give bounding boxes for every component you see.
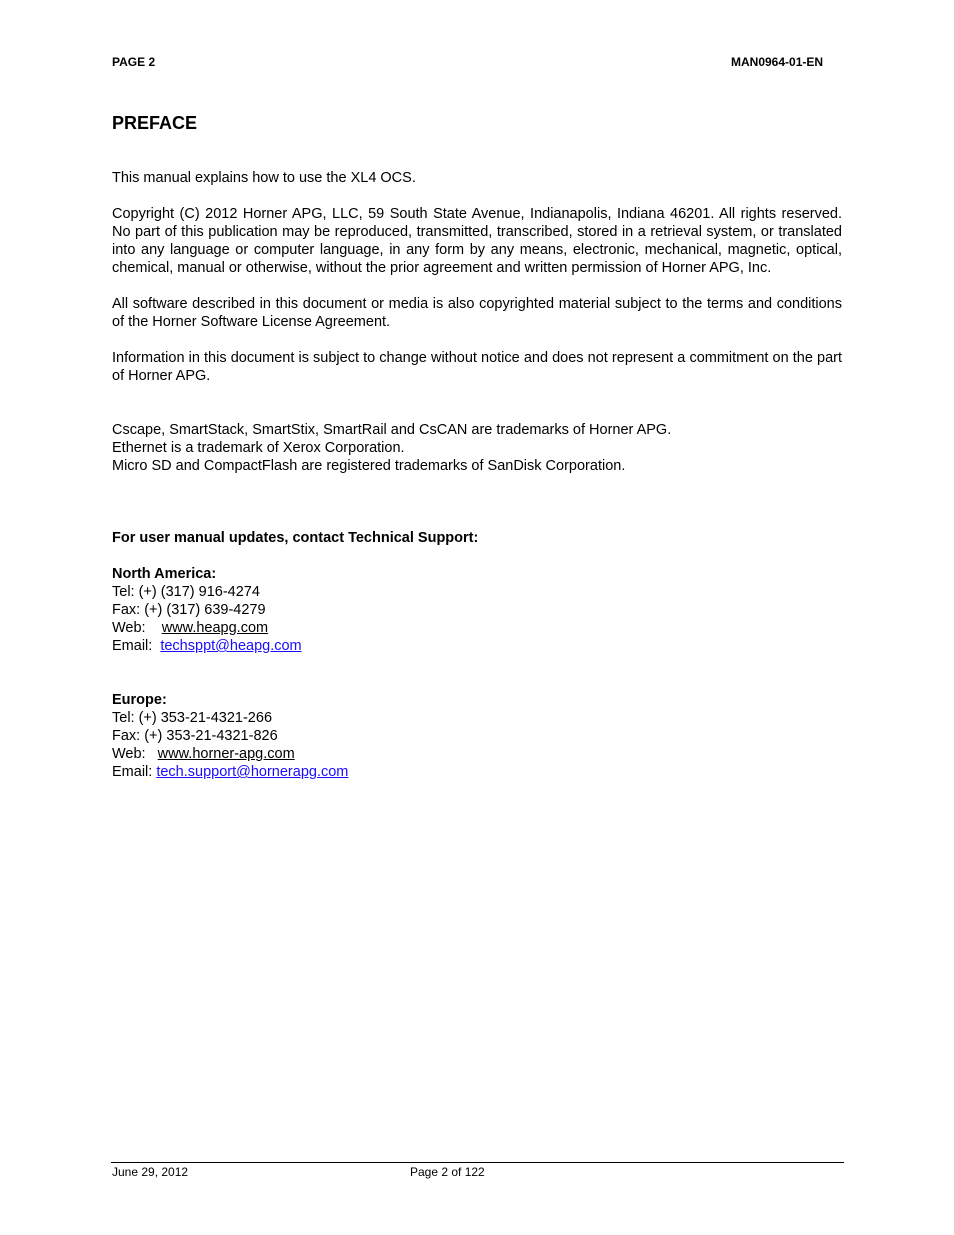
north-america-heading: North America: (112, 566, 217, 582)
footer-page-count: Page 2 of 122 (410, 1165, 485, 1179)
trademark-line: Cscape, SmartStack, SmartStix, SmartRail and CsCAN are trademarks of Horner APG. (112, 422, 672, 438)
north-america-contact (112, 565, 842, 655)
europe-heading: Europe: (112, 692, 167, 708)
header-page-number: PAGE 2 (112, 55, 156, 69)
north-america-fax: Fax: (+) (317) 639-4279 (112, 602, 266, 618)
trademark-line: Ethernet is a trademark of Xerox Corporation. (112, 440, 405, 456)
email-label: Email: (112, 764, 157, 780)
header-document-id: MAN0964-01-EN (731, 55, 824, 69)
trademark-line: Micro SD and CompactFlash are registered trademarks of SanDisk Corporation. (112, 458, 626, 474)
europe-web-link[interactable]: www.horner-apg.com (157, 746, 295, 762)
footer-divider (111, 1162, 844, 1163)
north-america-web-row (112, 619, 842, 637)
support-heading: For user manual updates, contact Technical Support: (112, 530, 479, 546)
information-paragraph: Information in this document is subject to change without notice and does not represent a commitment on the part of Horner APG. (112, 350, 842, 384)
email-label: Email: (112, 638, 161, 654)
north-america-email-row (112, 637, 842, 655)
europe-web-row (112, 745, 842, 763)
software-paragraph: All software described in this document or media is also copyrighted material subject to the terms and conditions of the Horner Software License Agreement. (112, 296, 842, 330)
north-america-email-link[interactable]: techsppt@heapg.com (160, 638, 302, 654)
europe-contact (112, 691, 842, 781)
north-america-tel: Tel: (+) (317) 916-4274 (112, 584, 260, 600)
web-label: Web: (112, 746, 158, 762)
page-title: PREFACE (112, 113, 198, 133)
europe-email-row (112, 763, 842, 781)
web-label: Web: (112, 620, 162, 636)
europe-email-link[interactable]: tech.support@hornerapg.com (156, 764, 349, 780)
copyright-paragraph: Copyright (C) 2012 Horner APG, LLC, 59 South State Avenue, Indianapolis, Indiana 46201. All rights reserved. No part of this publication may be reproduced, transmitted, transcribed, stored in a retrieval system, or translated into any language or computer language, in any form by any means, electronic, mechanical, magnetic, optical, chemical, manual or otherwise, without the prior agreement and written permission of Horner APG, Inc. (112, 206, 842, 276)
preface-content (112, 169, 842, 781)
north-america-web-link[interactable]: www.heapg.com (161, 620, 269, 636)
footer-date: June 29, 2012 (112, 1165, 189, 1179)
intro-paragraph: This manual explains how to use the XL4 OCS. (112, 170, 416, 186)
europe-fax: Fax: (+) 353-21-4321-826 (112, 728, 278, 744)
europe-tel: Tel: (+) 353-21-4321-266 (112, 710, 273, 726)
